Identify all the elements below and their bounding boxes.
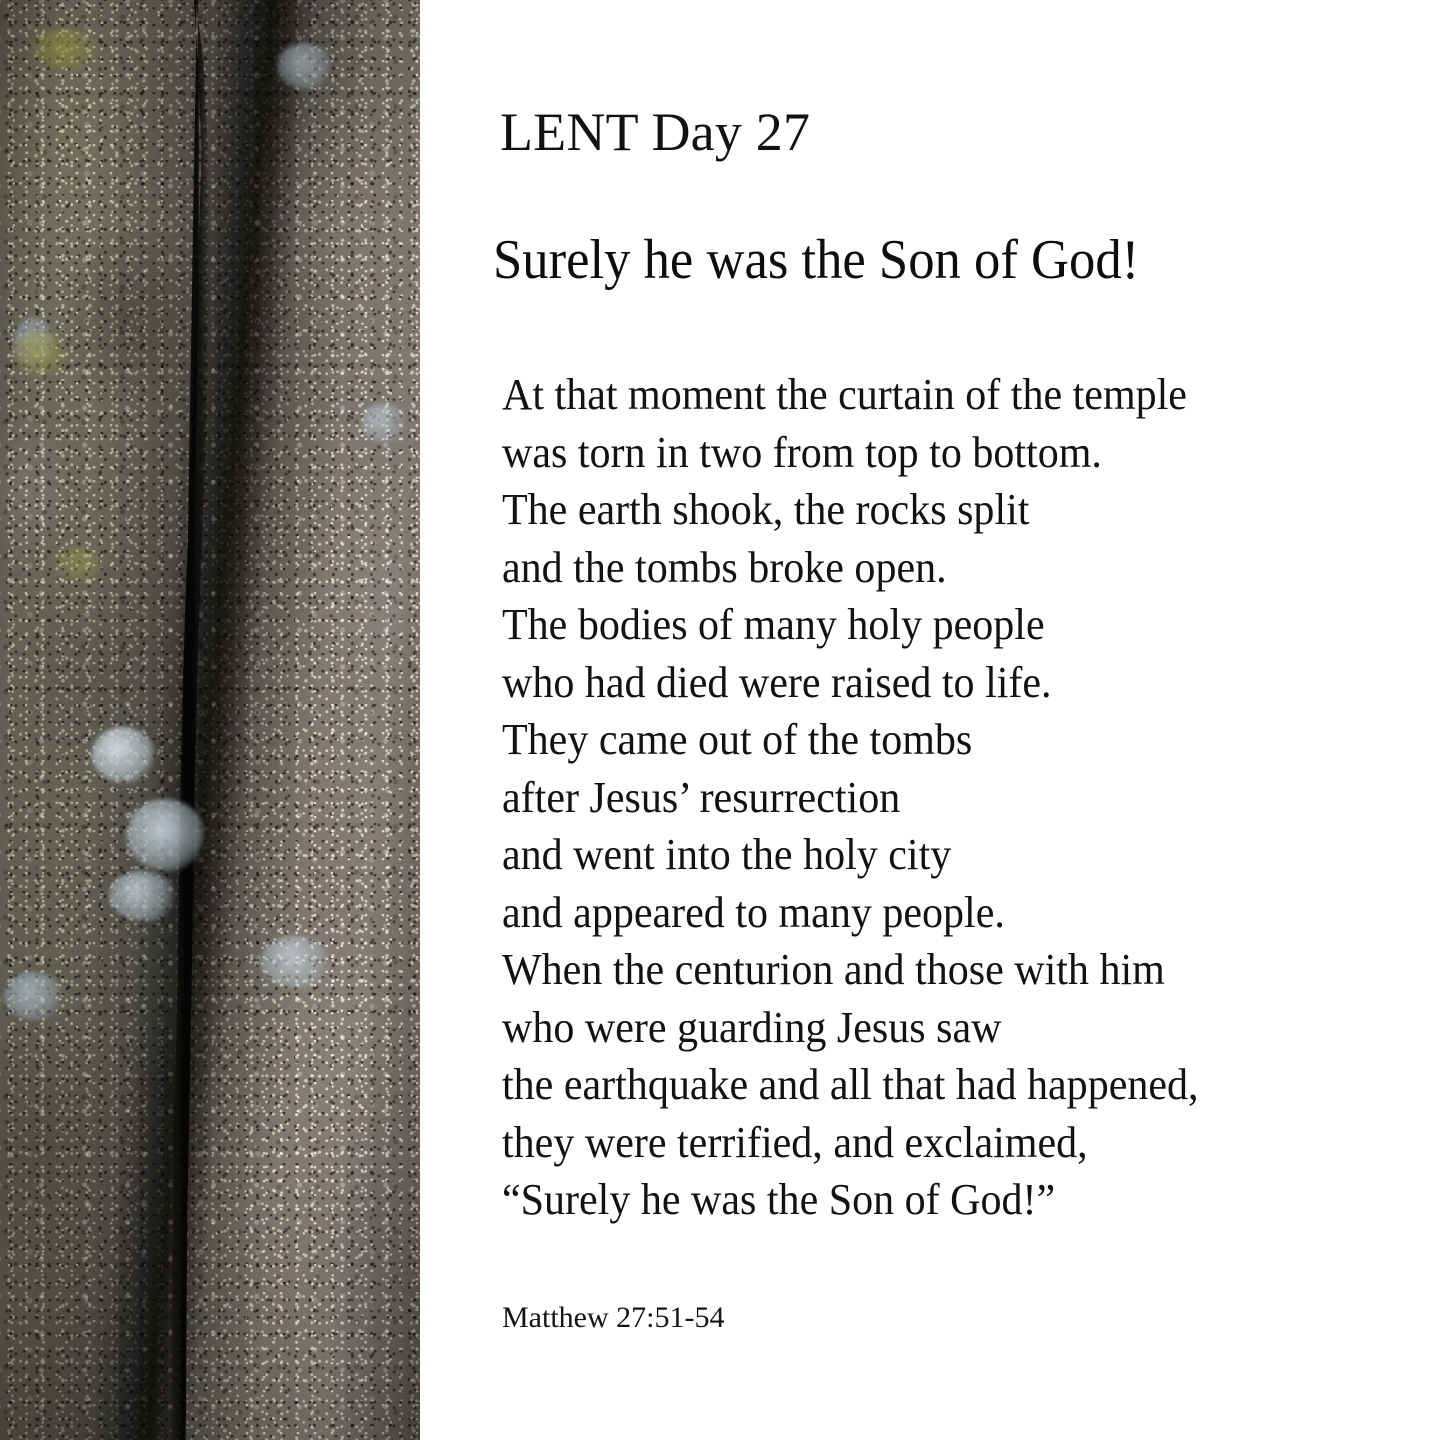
verse-line: When the centurion and those with him <box>502 945 1165 994</box>
verse-line: they were terrified, and exclaimed, <box>502 1117 1088 1167</box>
verse-line: who had died were raised to life. <box>502 657 1052 707</box>
verse-line: the earthquake and all that had happened, <box>502 1060 1199 1109</box>
verse-line: At that moment the curtain of the temple <box>502 370 1187 419</box>
scripture-passage <box>502 366 1362 1229</box>
verse-line: and the tombs broke open. <box>502 542 947 592</box>
verse-line: They came out of the tombs <box>502 715 973 764</box>
verse-line: who were guarding Jesus saw <box>502 1002 1002 1052</box>
verse-line: and went into the holy city <box>502 830 952 879</box>
devotional-text-panel <box>420 0 1440 1440</box>
verse-line: The bodies of many holy people <box>502 600 1045 649</box>
page-title: LENT Day 27 <box>500 102 811 162</box>
verse-line: was torn in two from top to bottom. <box>502 427 1102 477</box>
verse-line: The earth shook, the rocks split <box>502 485 1030 534</box>
headline: Surely he was the Son of God! <box>493 229 1140 291</box>
split-rock-photo <box>0 0 420 1440</box>
verse-line: “Surely he was the Son of God!” <box>502 1175 1056 1224</box>
verse-line: and appeared to many people. <box>502 887 1005 937</box>
verse-line: after Jesus’ resurrection <box>502 772 901 822</box>
photo-vignette <box>0 0 420 1440</box>
scripture-citation: Matthew 27:51-54 <box>502 1301 725 1334</box>
